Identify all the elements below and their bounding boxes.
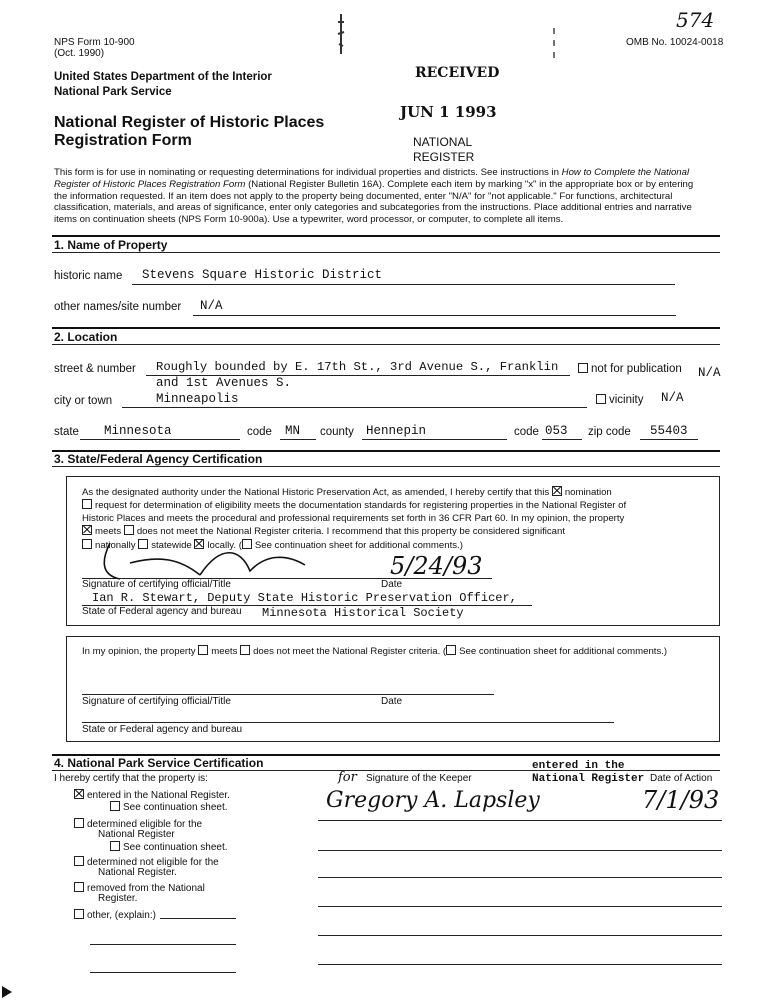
not-for-publication-value: N/A: [698, 366, 721, 380]
instructions-paragraph: [54, 167, 694, 226]
opinion-agency-line: [82, 722, 614, 723]
keeper-line-4: [318, 906, 722, 907]
other-label: other, (explain:): [87, 910, 156, 921]
state-code-label: code: [247, 426, 272, 438]
entered-continuation-label: See continuation sheet.: [123, 802, 228, 813]
city-line: [122, 407, 587, 408]
keeper-prefix: for: [338, 770, 357, 785]
keeper-line-5: [318, 935, 722, 936]
other-line-2: [90, 944, 236, 945]
opinion-agency-label: State or Federal agency and bureau: [82, 724, 243, 735]
cert-line-1: [82, 486, 707, 499]
street-value: Roughly bounded by E. 17th St., 3rd Avenue S., Franklin: [156, 360, 559, 374]
cert-line-4-text: does not meet the National Register criteria. I recommend that this property be considered significant: [136, 526, 566, 538]
opinion-text-1: In my opinion, the property: [82, 646, 196, 657]
option-entered-continuation[interactable]: [110, 801, 228, 814]
county-value: Hennepin: [366, 424, 427, 438]
vicinity-value: N/A: [661, 391, 684, 405]
not-eligible-checkbox[interactable]: [74, 856, 84, 866]
opinion-continuation-checkbox[interactable]: [446, 645, 456, 655]
county-label: county: [320, 426, 354, 438]
form-date: (Oct. 1990): [54, 48, 105, 59]
instructions-text-2: (National Register Bulletin 16A). Complete each item by marking "x" in the appropriate box or by entering the information requested. If an item does not apply to the property being documented, enter "N/A" for "not applicable." For functions, architectural classification, materials, and areas of significance, enter only categories and subcategories from the instructions. Place additional entries and narrative items on continuation sheets (NPS Form 10-900a). Use a typewriter, word processor, or computer, to complete all items.: [54, 178, 694, 226]
keeper-line-6: [318, 964, 722, 965]
other-checkbox[interactable]: [74, 909, 84, 919]
meets-label: meets: [95, 526, 122, 538]
zip-label: zip code: [588, 426, 631, 438]
cert-line-3: Historic Places and meets the procedural and professional requirements set forth in 36 CFR Part 60. In my opinion, the property: [82, 512, 625, 524]
agency-line-1: United States Department of the Interior: [54, 71, 272, 83]
section-4-title: 4. National Park Service Certification: [54, 756, 264, 770]
date-of-action-label: Date of Action: [650, 773, 713, 784]
section-3-title: 3. State/Federal Agency Certification: [54, 452, 263, 466]
cert-line-2-text: request for determination of eligibility meets the documentation standards for registering properties in the National Register of: [95, 500, 627, 512]
county-line: [362, 439, 507, 440]
binding-mark-icon: [551, 28, 557, 64]
continuation-label: See continuation sheet for additional comments.): [254, 539, 463, 551]
action-date-handwritten: 7/1/93: [642, 786, 720, 814]
opinion-signature-label: Signature of certifying official/Title: [82, 696, 231, 707]
opinion-text-2: does not meet the National Register criteria. (: [253, 646, 447, 657]
state-code-value: MN: [285, 424, 301, 438]
county-code-value: 053: [545, 424, 568, 438]
option-eligible-line-2: National Register: [98, 829, 175, 840]
form-id: NPS Form 10-900: [54, 37, 135, 48]
section-1-title: 1. Name of Property: [54, 238, 168, 252]
statewide-label: statewide: [151, 539, 192, 551]
vicinity-label: vicinity: [609, 394, 644, 406]
state-line: [80, 439, 240, 440]
nomination-label: nomination: [564, 487, 612, 498]
section-2-title: 2. Location: [54, 330, 118, 344]
keeper-line-2: [318, 850, 722, 851]
other-names-label: other names/site number: [54, 301, 182, 313]
not-for-publication-checkbox[interactable]: [578, 363, 682, 375]
nomination-checkbox[interactable]: [552, 486, 562, 496]
opinion-date-label: Date: [381, 696, 403, 707]
other-names-line: [193, 315, 676, 316]
opinion-does-not-meet-checkbox[interactable]: [240, 645, 250, 655]
street-label: street & number: [54, 363, 136, 375]
corner-arrow-icon: [2, 986, 12, 998]
eligible-continuation-checkbox[interactable]: [110, 841, 120, 851]
cert-signature-label: Signature of certifying official/Title: [82, 579, 231, 590]
opinion-meets-checkbox[interactable]: [198, 645, 208, 655]
entered-checkbox[interactable]: [74, 789, 84, 799]
removed-label: removed from the National: [87, 883, 205, 894]
eligible-label: determined eligible for the: [87, 819, 203, 830]
option-not-eligible-line-2: National Register.: [98, 867, 177, 878]
zip-value: 55403: [650, 424, 688, 438]
handwritten-page-note: 574: [676, 8, 715, 32]
opinion-meets-label: meets: [211, 646, 238, 657]
entered-stamp-line-2: National Register: [532, 773, 645, 785]
keeper-line-3: [318, 877, 722, 878]
received-stamp-date: JUN 1 1993: [400, 103, 497, 121]
received-stamp: RECEIVED: [415, 65, 500, 81]
entered-label: entered in the National Register.: [87, 790, 230, 801]
agency-value: Minnesota Historical Society: [262, 606, 464, 620]
opinion-signature-line: [82, 694, 494, 695]
section-3-underline: [52, 466, 720, 467]
street-continuation: and 1st Avenues S.: [156, 376, 292, 390]
option-other[interactable]: [74, 909, 156, 922]
section-1-rule: [52, 235, 720, 237]
received-stamp-line-1: NATIONAL: [413, 135, 473, 149]
option-removed-line-2: Register.: [98, 893, 138, 904]
county-code-label: code: [514, 426, 539, 438]
not-for-publication-box[interactable]: [578, 363, 588, 373]
removed-checkbox[interactable]: [74, 882, 84, 892]
agency-line-2: National Park Service: [54, 86, 172, 98]
cert-line-1-text: As the designated authority under the National Historic Preservation Act, as amended, I hereby certify that this: [82, 487, 550, 498]
received-stamp-line-2: REGISTER: [413, 150, 475, 164]
entered-stamp-line-1: entered in the: [532, 760, 625, 772]
nps-intro: I hereby certify that the property is:: [54, 773, 208, 784]
nationally-label: nationally: [95, 539, 136, 551]
section-2-rule: [52, 327, 720, 329]
state-label: state: [54, 426, 79, 438]
certifying-official-name: Ian R. Stewart, Deputy State Historic Preservation Officer,: [92, 591, 517, 605]
other-line-3: [90, 972, 236, 973]
historic-name-label: historic name: [54, 270, 123, 282]
keeper-signature: Gregory A. Lapsley: [326, 788, 540, 813]
not-eligible-label: determined not eligible for the: [87, 857, 219, 868]
entered-continuation-checkbox[interactable]: [110, 801, 120, 811]
opinion-text: [82, 645, 707, 658]
other-explain-line: [160, 918, 236, 919]
instructions-text-1: This form is for use in nominating or requesting determinations for individual properties and districts. See instructions in: [54, 167, 562, 178]
vicinity-box[interactable]: [596, 394, 606, 404]
vicinity-checkbox[interactable]: [596, 394, 644, 406]
section-1-underline: [52, 252, 720, 253]
option-eligible-continuation[interactable]: [110, 841, 228, 854]
zip-line: [640, 439, 698, 440]
section-2-underline: [52, 344, 720, 345]
cert-date-label: Date: [381, 579, 403, 590]
option-removed[interactable]: [74, 882, 205, 895]
locally-label: locally. (: [207, 539, 242, 551]
binding-mark-icon: [336, 14, 346, 54]
meets-checkbox[interactable]: [82, 525, 92, 535]
historic-name-line: [132, 284, 675, 285]
omb-number: OMB No. 10024-0018: [626, 37, 724, 48]
cert-line-2: [82, 499, 707, 512]
certification-date-handwritten: 5/24/93: [390, 552, 483, 580]
agency-label: State of Federal agency and bureau: [82, 606, 242, 617]
keeper-signature-label: Signature of the Keeper: [366, 773, 472, 784]
keeper-line-1: [318, 820, 722, 821]
city-label: city or town: [54, 395, 113, 407]
form-title-line-1: National Register of Historic Places: [54, 114, 325, 131]
not-for-publication-label: not for publication: [591, 363, 682, 375]
city-value: Minneapolis: [156, 392, 239, 406]
state-code-line: [280, 439, 316, 440]
form-title-line-2: Registration Form: [54, 132, 192, 149]
determination-checkbox[interactable]: [82, 499, 92, 509]
eligible-continuation-label: See continuation sheet.: [123, 842, 228, 853]
instructions-italic-title: How to Complete the National Register of Historic Places Registration Form: [54, 167, 690, 190]
does-not-meet-checkbox[interactable]: [124, 525, 134, 535]
state-value: Minnesota: [104, 424, 172, 438]
opinion-text-3: See continuation sheet for additional comments.): [459, 646, 668, 657]
eligible-checkbox[interactable]: [74, 818, 84, 828]
county-code-line: [542, 439, 582, 440]
historic-name-value: Stevens Square Historic District: [142, 268, 383, 282]
other-names-value: N/A: [200, 299, 223, 313]
